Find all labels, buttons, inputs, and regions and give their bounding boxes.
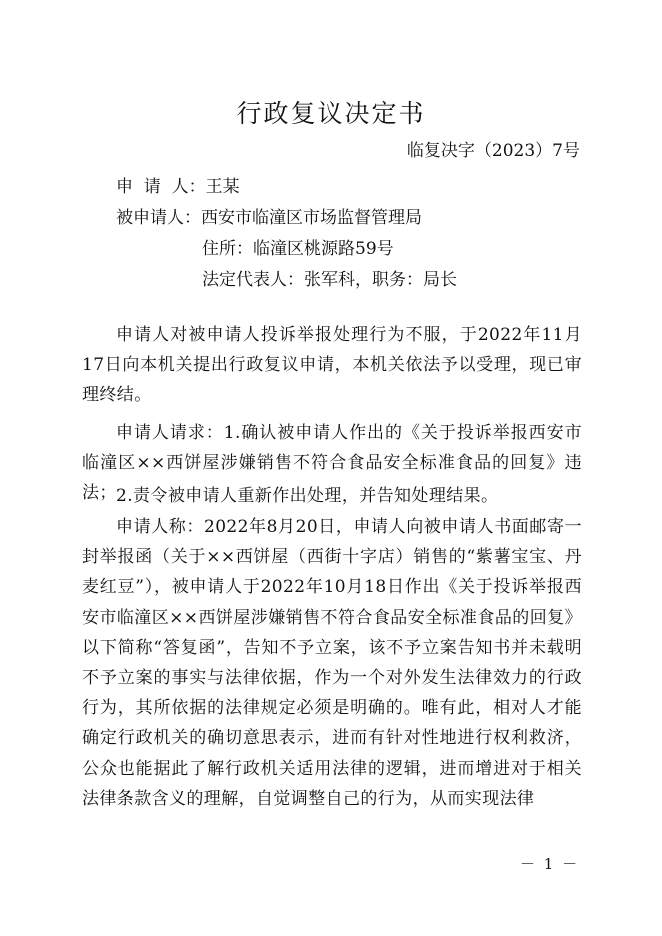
paragraph-request-2: 2.责令被申请人重新作出处理，并告知处理结果。 bbox=[116, 486, 499, 506]
address-label: 住所： bbox=[202, 239, 253, 259]
legal-rep-value: 张军科，职务：局长 bbox=[304, 270, 457, 290]
document-title: 行政复议决定书 bbox=[236, 99, 426, 128]
applicant-line bbox=[116, 172, 240, 197]
applicant-name: 王某 bbox=[205, 177, 240, 197]
paragraph-intro: 申请人对被申请人投诉举报处理行为不服，于2022年11月17日向本机关提出行政复议申请，本机关依法予以受理，现已审理终结。 bbox=[82, 325, 582, 406]
applicant-label: 申 请 人： bbox=[116, 177, 206, 197]
document-number: 临复决字（2023）7号 bbox=[406, 141, 580, 161]
address-value: 临潼区桃源路59号 bbox=[253, 239, 394, 259]
respondent-name: 西安市临潼区市场监督管理局 bbox=[201, 208, 422, 228]
legal-rep-line bbox=[202, 265, 457, 290]
respondent-line bbox=[116, 203, 422, 228]
paragraph-request-1: 申请人请求：1.确认被申请人作出的《关于投诉举报西安市临潼区××西饼屋涉嫌销售不符合食品安全标准食品的回复》违法； bbox=[82, 423, 582, 504]
legal-rep-label: 法定代表人： bbox=[202, 270, 304, 290]
page-number: － 1 － bbox=[520, 855, 580, 873]
paragraph-statement: 申请人称：2022年8月20日，申请人向被申请人书面邮寄一封举报函（关于××西饼屋（西街十字店）销售的“紫薯宝宝、丹麦红豆”），被申请人于2022年10月18日作出《关于投诉举报西安市临潼区××西饼屋涉嫌销售不符合食品安全标准食品的回复》以下简称“答复函”，告知不予立案，该不予立案告知书并未载明不予立案的事实与法律依据，作为一个对外发生法律效力的行政行为，其所依据的法律规定必须是明确的。唯有此，相对人才能确定行政机关的确切意思表示，进而有针对性地进行权利救济，公众也能据此了解行政机关适用法律的逻辑，进而增进对于相关法律条款含义的理解，自觉调整自己的行为，从而实现法律 bbox=[82, 517, 582, 809]
respondent-label: 被申请人： bbox=[116, 208, 201, 228]
address-line bbox=[202, 234, 394, 259]
